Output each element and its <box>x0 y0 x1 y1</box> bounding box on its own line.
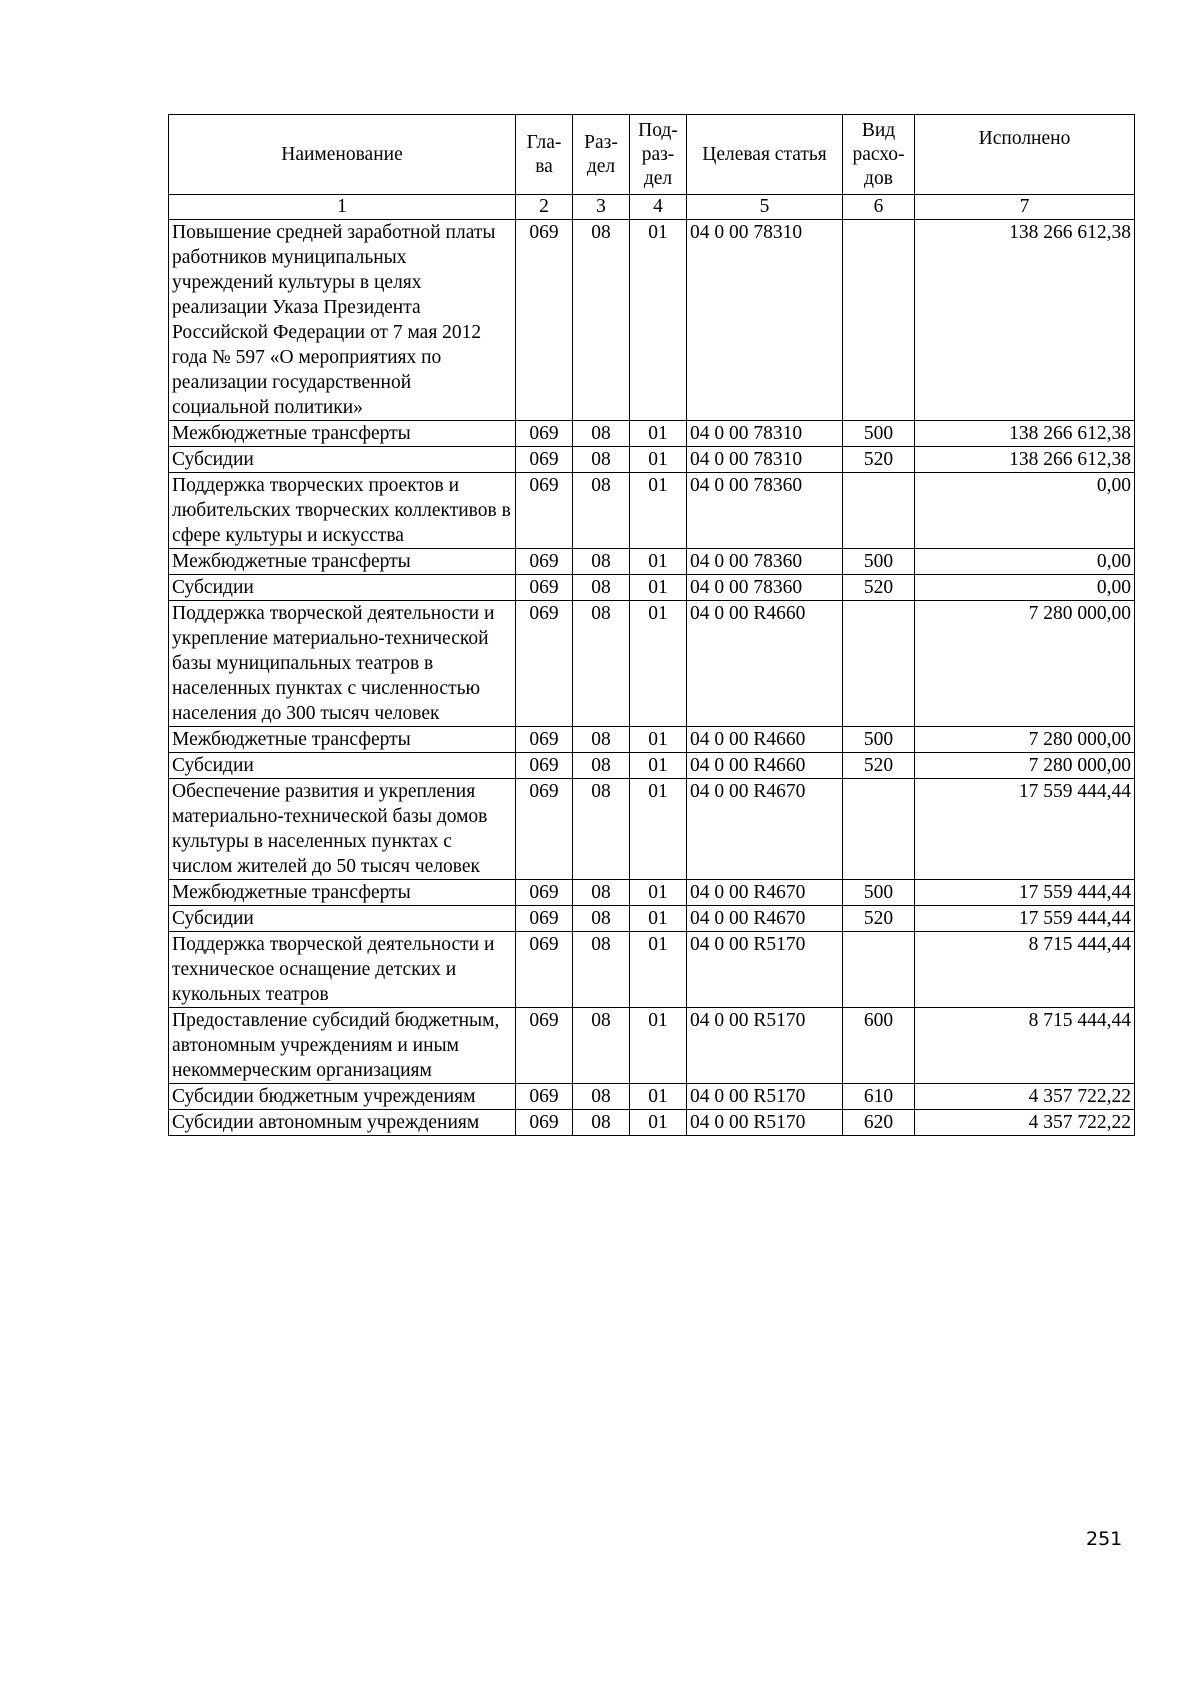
cell-chapter: 069 <box>516 779 573 880</box>
cell-executed-amount: 138 266 612,38 <box>915 447 1135 473</box>
cell-target-article: 04 0 00 R4660 <box>687 727 843 753</box>
cell-name: Межбюджетные трансферты <box>169 727 516 753</box>
cell-target-article: 04 0 00 R4660 <box>687 601 843 727</box>
cell-name: Поддержка творческой деятельности и техническое оснащение детских и кукольных театров <box>169 932 516 1008</box>
cell-executed-amount: 8 715 444,44 <box>915 932 1135 1008</box>
cell-name: Повышение средней заработной платы работников муниципальных учреждений культуры в целях реализации Указа Президента Российской Федерации от 7 мая 2012 года № 597 «О мероприятиях по реализации государственной социальной политики» <box>169 220 516 421</box>
cell-executed-amount: 7 280 000,00 <box>915 753 1135 779</box>
cell-section: 08 <box>573 549 630 575</box>
cell-subsection: 01 <box>630 447 687 473</box>
header-subsection: Под- раз- дел <box>630 115 687 195</box>
cell-executed-amount: 17 559 444,44 <box>915 779 1135 880</box>
cell-target-article: 04 0 00 78360 <box>687 549 843 575</box>
cell-section: 08 <box>573 473 630 549</box>
cell-section: 08 <box>573 727 630 753</box>
table-row <box>169 1084 1135 1110</box>
cell-expense-type: 500 <box>843 421 915 447</box>
cell-name: Субсидии автономным учреждениям <box>169 1110 516 1136</box>
cell-expense-type: 600 <box>843 1008 915 1084</box>
cell-expense-type: 520 <box>843 575 915 601</box>
cell-expense-type: 520 <box>843 447 915 473</box>
cell-target-article: 04 0 00 R5170 <box>687 932 843 1008</box>
cell-chapter: 069 <box>516 447 573 473</box>
cell-section: 08 <box>573 575 630 601</box>
cell-section: 08 <box>573 1008 630 1084</box>
table-row <box>169 421 1135 447</box>
cell-name: Субсидии <box>169 447 516 473</box>
cell-expense-type: 500 <box>843 549 915 575</box>
header-target: Целевая статья <box>687 115 843 195</box>
cell-subsection: 01 <box>630 1008 687 1084</box>
cell-executed-amount: 4 357 722,22 <box>915 1084 1135 1110</box>
cell-subsection: 01 <box>630 549 687 575</box>
cell-chapter: 069 <box>516 421 573 447</box>
cell-chapter: 069 <box>516 932 573 1008</box>
table-row <box>169 575 1135 601</box>
cell-chapter: 069 <box>516 601 573 727</box>
table-row <box>169 220 1135 421</box>
cell-expense-type: 520 <box>843 753 915 779</box>
table-row <box>169 601 1135 727</box>
cell-executed-amount: 138 266 612,38 <box>915 220 1135 421</box>
cell-executed-amount: 138 266 612,38 <box>915 421 1135 447</box>
column-number: 5 <box>687 195 843 220</box>
cell-expense-type <box>843 601 915 727</box>
cell-chapter: 069 <box>516 753 573 779</box>
cell-executed-amount: 0,00 <box>915 549 1135 575</box>
cell-name: Межбюджетные трансферты <box>169 421 516 447</box>
cell-section: 08 <box>573 220 630 421</box>
header-name: Наименование <box>169 115 516 195</box>
column-number-row <box>169 195 1135 220</box>
cell-subsection: 01 <box>630 1110 687 1136</box>
cell-chapter: 069 <box>516 1084 573 1110</box>
cell-executed-amount: 0,00 <box>915 473 1135 549</box>
cell-target-article: 04 0 00 78360 <box>687 473 843 549</box>
table-row <box>169 727 1135 753</box>
cell-executed-amount: 8 715 444,44 <box>915 1008 1135 1084</box>
column-number: 2 <box>516 195 573 220</box>
budget-table <box>168 114 1135 1136</box>
header-expense-type: Вид расхо- дов <box>843 115 915 195</box>
page-number: 251 <box>1086 1528 1123 1550</box>
cell-chapter: 069 <box>516 1110 573 1136</box>
cell-section: 08 <box>573 1084 630 1110</box>
column-number: 6 <box>843 195 915 220</box>
cell-section: 08 <box>573 906 630 932</box>
cell-name: Обеспечение развития и укрепления материально-технической базы домов культуры в населенных пунктах с числом жителей до 50 тысяч человек <box>169 779 516 880</box>
cell-subsection: 01 <box>630 421 687 447</box>
cell-section: 08 <box>573 1110 630 1136</box>
cell-chapter: 069 <box>516 727 573 753</box>
cell-section: 08 <box>573 880 630 906</box>
cell-name: Субсидии <box>169 906 516 932</box>
header-section: Раз- дел <box>573 115 630 195</box>
table-row <box>169 932 1135 1008</box>
cell-name: Межбюджетные трансферты <box>169 880 516 906</box>
cell-executed-amount: 4 357 722,22 <box>915 1110 1135 1136</box>
cell-expense-type <box>843 220 915 421</box>
cell-name: Предоставление субсидий бюджетным, автономным учреждениям и иным некоммерческим организациям <box>169 1008 516 1084</box>
cell-chapter: 069 <box>516 575 573 601</box>
cell-chapter: 069 <box>516 473 573 549</box>
cell-target-article: 04 0 00 R4660 <box>687 753 843 779</box>
cell-expense-type: 500 <box>843 727 915 753</box>
cell-subsection: 01 <box>630 1084 687 1110</box>
table-row <box>169 880 1135 906</box>
table-row <box>169 549 1135 575</box>
cell-executed-amount: 17 559 444,44 <box>915 880 1135 906</box>
cell-chapter: 069 <box>516 549 573 575</box>
cell-subsection: 01 <box>630 727 687 753</box>
cell-executed-amount: 0,00 <box>915 575 1135 601</box>
cell-name: Субсидии <box>169 753 516 779</box>
cell-target-article: 04 0 00 R5170 <box>687 1084 843 1110</box>
cell-target-article: 04 0 00 R5170 <box>687 1008 843 1084</box>
cell-expense-type: 500 <box>843 880 915 906</box>
column-number: 1 <box>169 195 516 220</box>
cell-chapter: 069 <box>516 880 573 906</box>
cell-target-article: 04 0 00 78310 <box>687 220 843 421</box>
cell-name: Межбюджетные трансферты <box>169 549 516 575</box>
cell-target-article: 04 0 00 78310 <box>687 421 843 447</box>
cell-subsection: 01 <box>630 473 687 549</box>
table-row <box>169 447 1135 473</box>
table-row <box>169 1110 1135 1136</box>
header-chapter: Гла- ва <box>516 115 573 195</box>
cell-section: 08 <box>573 421 630 447</box>
cell-subsection: 01 <box>630 220 687 421</box>
cell-subsection: 01 <box>630 601 687 727</box>
cell-section: 08 <box>573 779 630 880</box>
cell-target-article: 04 0 00 R4670 <box>687 779 843 880</box>
cell-expense-type <box>843 779 915 880</box>
cell-name: Поддержка творческой деятельности и укрепление материально-технической базы муниципальных театров в населенных пунктах с численностью населения до 300 тысяч человек <box>169 601 516 727</box>
cell-name: Субсидии бюджетным учреждениям <box>169 1084 516 1110</box>
cell-subsection: 01 <box>630 753 687 779</box>
cell-expense-type: 610 <box>843 1084 915 1110</box>
table-row <box>169 1008 1135 1084</box>
cell-target-article: 04 0 00 R5170 <box>687 1110 843 1136</box>
cell-executed-amount: 17 559 444,44 <box>915 906 1135 932</box>
column-number: 4 <box>630 195 687 220</box>
table-row <box>169 753 1135 779</box>
cell-executed-amount: 7 280 000,00 <box>915 601 1135 727</box>
cell-target-article: 04 0 00 R4670 <box>687 880 843 906</box>
cell-section: 08 <box>573 753 630 779</box>
table-body <box>169 220 1135 1136</box>
cell-target-article: 04 0 00 78360 <box>687 575 843 601</box>
cell-subsection: 01 <box>630 880 687 906</box>
table-row <box>169 473 1135 549</box>
cell-executed-amount: 7 280 000,00 <box>915 727 1135 753</box>
cell-expense-type <box>843 932 915 1008</box>
cell-target-article: 04 0 00 R4670 <box>687 906 843 932</box>
cell-section: 08 <box>573 601 630 727</box>
cell-subsection: 01 <box>630 575 687 601</box>
cell-chapter: 069 <box>516 906 573 932</box>
cell-target-article: 04 0 00 78310 <box>687 447 843 473</box>
cell-chapter: 069 <box>516 1008 573 1084</box>
cell-expense-type <box>843 473 915 549</box>
table-row <box>169 779 1135 880</box>
cell-subsection: 01 <box>630 779 687 880</box>
cell-subsection: 01 <box>630 932 687 1008</box>
header-executed: Исполнено <box>915 115 1135 195</box>
cell-section: 08 <box>573 932 630 1008</box>
cell-name: Поддержка творческих проектов и любительских творческих коллективов в сфере культуры и искусства <box>169 473 516 549</box>
cell-section: 08 <box>573 447 630 473</box>
cell-expense-type: 520 <box>843 906 915 932</box>
column-number: 3 <box>573 195 630 220</box>
cell-name: Субсидии <box>169 575 516 601</box>
cell-chapter: 069 <box>516 220 573 421</box>
cell-subsection: 01 <box>630 906 687 932</box>
table-row <box>169 906 1135 932</box>
column-number: 7 <box>915 195 1135 220</box>
cell-expense-type: 620 <box>843 1110 915 1136</box>
header-row <box>169 115 1135 195</box>
